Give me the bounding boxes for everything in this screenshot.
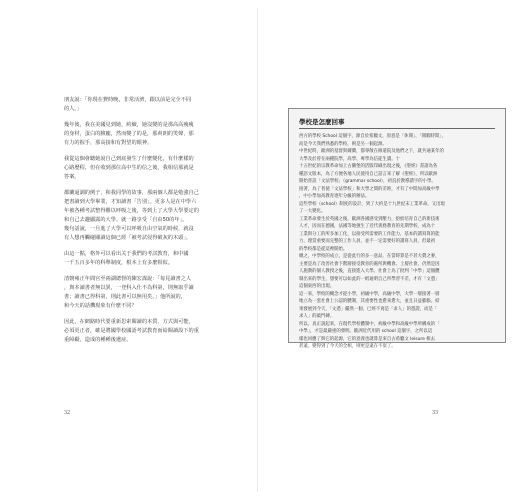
box-paragraph [299,163,495,186]
box-title-rule [299,128,495,129]
text-line: 由這一點，格外可以看出关于我們的考試教育，和中國 [64,251,189,257]
box-paragraph [299,133,495,148]
text-line: 工業與分工的所多加工化，以接受所需要的工作能力，基本的讀寫算的能 [299,231,440,237]
text-line: 的身材，蛋白的臉龐，然而變了的是，那爽朗的笑聲，那 [64,131,194,137]
text-line: 十五世紀的宗教革命加上古騰堡的活版印刷出現之後，《聖經》書諸為各 [299,164,438,169]
box-paragraph [299,321,495,351]
sidebar-box [288,108,506,349]
text-line: 地立為一套社會上公認的體制，其重要性也愈來愈大，並且日益膨脹。結 [299,299,440,304]
text-line: 接著，為了普使「文法學校」和大學之間的差距，才有了中間加高級中學 [299,186,440,192]
text-line: 制出來的學生，想要可以如此的一紙通明自己所學習不差，才有「文憑」 [299,276,440,282]
paragraph-1 [64,96,242,114]
left-page [6,8,258,492]
page-number-left: 32 [64,410,70,416]
text-line: 樣也回應了與它的起源，它的意義也就算是來自古希臘文 leisure 相去 [299,336,435,342]
paragraph-3 [64,155,242,182]
text-line: 了一大變化。 [299,209,326,214]
text-line: 人才，因而在德國，法國等地強生了近代義務教育的先期學校，成為十 [299,224,436,229]
box-paragraph [299,186,495,201]
page-number-right: 33 [432,410,438,416]
text-line: 中世紀時，歐洲的基督與爾蘭，都零散在修道院及他們之下，就共通某年的 [299,149,444,154]
text-line: 一千五百多年的科舉制度，根本上有多麼相似。 [64,260,173,266]
text-line: 年被各種考試整得難以呼吸之後，等到上了大學大學要定的 [64,208,199,214]
text-line: 種語文版本，為了方便各地人民使用自己話言來了解《聖經》，所以歐洲 [299,171,438,177]
text-line: 力，理當重要而完整的工作人員，並不一定需要好的讀寫人員，但最初 [299,239,436,244]
text-line: 人施教的個人教授之後，直接進入大學。社會上為了批判「中學」這個體 [299,269,440,274]
text-line: 和今天的話機現象有什麼不同？ [64,303,137,309]
text-line: 有人想再觸碰關讀這個已經「被考試侵得破灰的木頭」。 [64,235,192,241]
text-line: 這個東西的出現。 [299,284,335,289]
left-body-text [64,96,242,352]
text-line: 果發展到今天，「文憑」儼然一個，已經不再是「求人」的憑證，而是「 [299,306,438,312]
text-line: 重障礙，造成的種種後遺症。 [64,337,132,343]
text-line: 必須更正者，確是將國學校國語考試教育而給閱讀設下的重 [64,328,199,334]
text-line: 把書讀到大學畢業，才知讀書「告別」。更多人是在中學六 [64,199,197,205]
right-page [262,8,514,492]
text-line: 幾句話說，一旦進了大學可以呼吸自由空氣的時候，就沒 [64,226,194,232]
box-paragraph [299,253,495,291]
text-line: 答案。 [64,174,80,180]
text-line: 的學校都是從這裡開始。 [299,246,348,252]
text-line: 開始普設「文法學校」（grammar school），初直於教導讀字的小學。 [299,179,436,184]
text-line: 大學及於曾在兩種院學，高學、專學為信徒生讀。十 [299,156,400,162]
paragraph-5 [64,250,242,268]
box-paragraph [299,291,495,321]
text-line: 主要是為了改善社會下階層接受教育的處所與機會。上層社會，仍然是因 [299,261,440,267]
text-line: 中學」，才是最嚴重的發明。歐洲近代用的 school 這個字，之所以這 [299,329,433,334]
text-line: 都蘭逼調的例子，和我同學的故事，那兩個人都是勉強自己 [64,190,199,196]
box-paragraph [299,216,495,254]
box-paragraph [299,148,495,163]
text-line: 幾年後，我在美國見到她，約續，她沒變的是那高高瘦瘦 [64,122,194,128]
text-line: 清朝雍正年間官至兩湖總督的陳宏謀說：「每見讀書之人 [64,276,192,282]
text-line: 而是今天我們熟悉的學校，則是另一個起源。 [299,141,387,147]
text-line: 這一來，學校的概念才從小學，初級中學，高級中學，大學一層接著一層 [299,291,440,297]
text-line: 所以，真正說起來，在現代學校體制中，初級中學和高級中學所構成的「 [299,321,440,327]
text-line: 和自己去趣顯露的大學。就一路享受「自由50的年」。 [64,217,188,223]
box-body [299,133,495,351]
box-title: 學校是怎麼回事 [299,118,345,126]
text-line: 因此，在網路時代要重新思索閱讀的本質、方式與可能， [64,319,194,325]
text-line: 朋友說：「你現在費時晚，非常活濟，跟以前是完全不同 [64,97,192,103]
text-line: 總之，中學校的成立，是從此行的多一意品，在當時算是不甚大費之麥， [299,254,440,259]
paragraph-2 [64,121,242,148]
text-line: 這些學校（school）制度的設計，到了大約是十九世紀末工業革命，又出現 [299,201,445,207]
text-line: 的人。」 [64,106,83,112]
box-paragraph [299,201,495,216]
paragraph-4 [64,189,242,243]
paragraph-6 [64,275,242,311]
text-line: 求人」的敲門磚。 [299,314,335,319]
quote-line: 書；讀書已得科第，則此書可以無用矣。」他所說的， [64,294,186,300]
text-line: 心路歷程，但在收到那位高中生的信之後，我相信那就是 [64,165,194,171]
quote-line: ，與本讀書者無以異，一登科入仕不為科第，則無取乎讀 [64,285,194,291]
paragraph-7 [64,318,242,345]
text-line: 甚遠，變得到了今天的全相，則更是遠在不似了。 [299,344,396,349]
text-line: 有力的握手，那高接和有對望的眼神。 [64,140,153,146]
text-line: 工業革命發生於英國之後，歐洲各國感受到壓力，紛紛培育自己的新技術 [299,216,440,222]
text-line: 西方的學校 School 這個字，源自於希臘文，原意是「休閒」、「閒暇時間」， [299,134,446,139]
text-line: ，中小學加高教育逐年分級的辦法。 [299,194,370,199]
text-line: 我從這個會聽她說自己到底發生了什麼變化，有什麼樣的 [64,156,194,162]
